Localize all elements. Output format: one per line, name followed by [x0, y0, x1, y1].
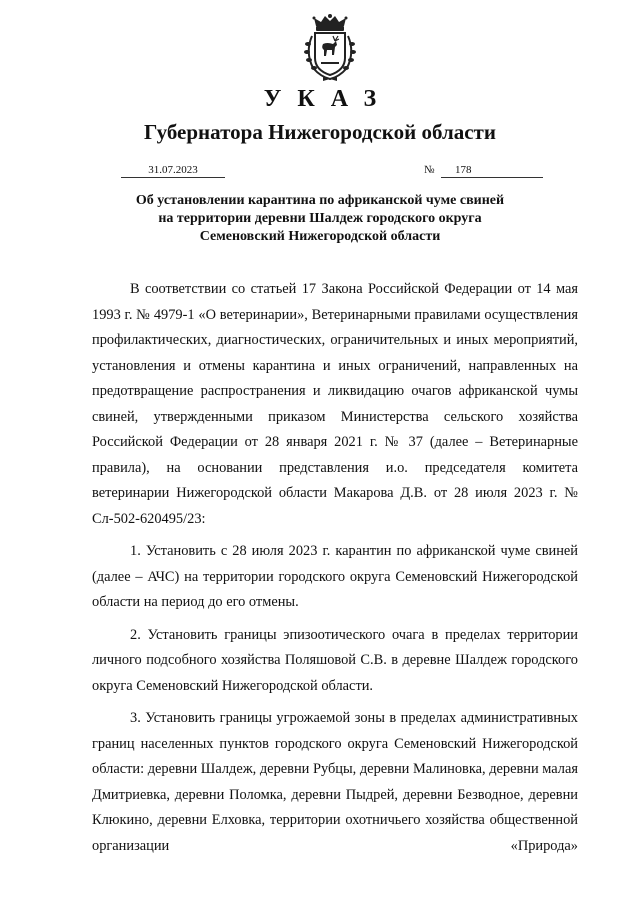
document-date: 31.07.2023: [121, 163, 225, 178]
document-number-label: №: [424, 164, 435, 176]
subject-line: Об установлении карантина по африканской чуме свиней: [135, 193, 505, 208]
document-body: [92, 277, 578, 859]
item-2-paragraph: 2. Установить границы эпизоотического очага в пределах территории личного подсобного хозяйства Поляшовой С.В. в деревне Шалдеж городского округа Семеновский Нижегородской области.: [92, 626, 578, 694]
document-number: 178: [441, 163, 543, 178]
item-3-paragraph: 3. Установить границы угрожаемой зоны в пределах административных границ населенных пунктов городского округа Семеновский Нижегородской области: деревни Шалдеж, деревни Рубцы, деревни Малиновка, деревни малая Дмитриевка, деревни Поломка, деревни Пыдрей, деревни Безводное, деревни Клюкино, деревни Елховка, территории охотничьего хозяйства общественной организации «Природа»: [92, 710, 578, 854]
issuer-title: Губернатора Нижегородской области: [144, 120, 496, 144]
preamble-paragraph: В соответствии со статьей 17 Закона Российской Федерации от 14 мая 1993 г. № 4979-1 «О ветеринарии», Ветеринарными правилами осуществления профилактических, диагностических, ограничительных и иных мероприятий, установления и отмены карантина и иных ограничений, направленных на предотвращение распространения и ликвидацию очагов африканской чумы свиней, утвержденными приказом Министерства сельского хозяйства Российской Федерации от 28 января 2021 г. № 37 (далее – Ветеринарные правила), на основании представления и.о. председателя комитета ветеринарии Нижегородской области Макарова Д.В. от 28 июля 2023 г. № Сл-502-620495/23:: [92, 281, 578, 527]
subject-line: на территории деревни Шалдеж городского округа: [158, 211, 482, 226]
subject-line: Семеновский Нижегородской области: [199, 229, 441, 244]
document-type-title: УКАЗ: [263, 86, 393, 112]
item-1-paragraph: 1. Установить с 28 июля 2023 г. карантин по африканской чуме свиней (далее – АЧС) на территории городского округа Семеновский Нижегородской области на период до его отмены.: [92, 543, 578, 610]
document-subject: [0, 192, 640, 246]
coat-of-arms-icon: [299, 14, 361, 82]
